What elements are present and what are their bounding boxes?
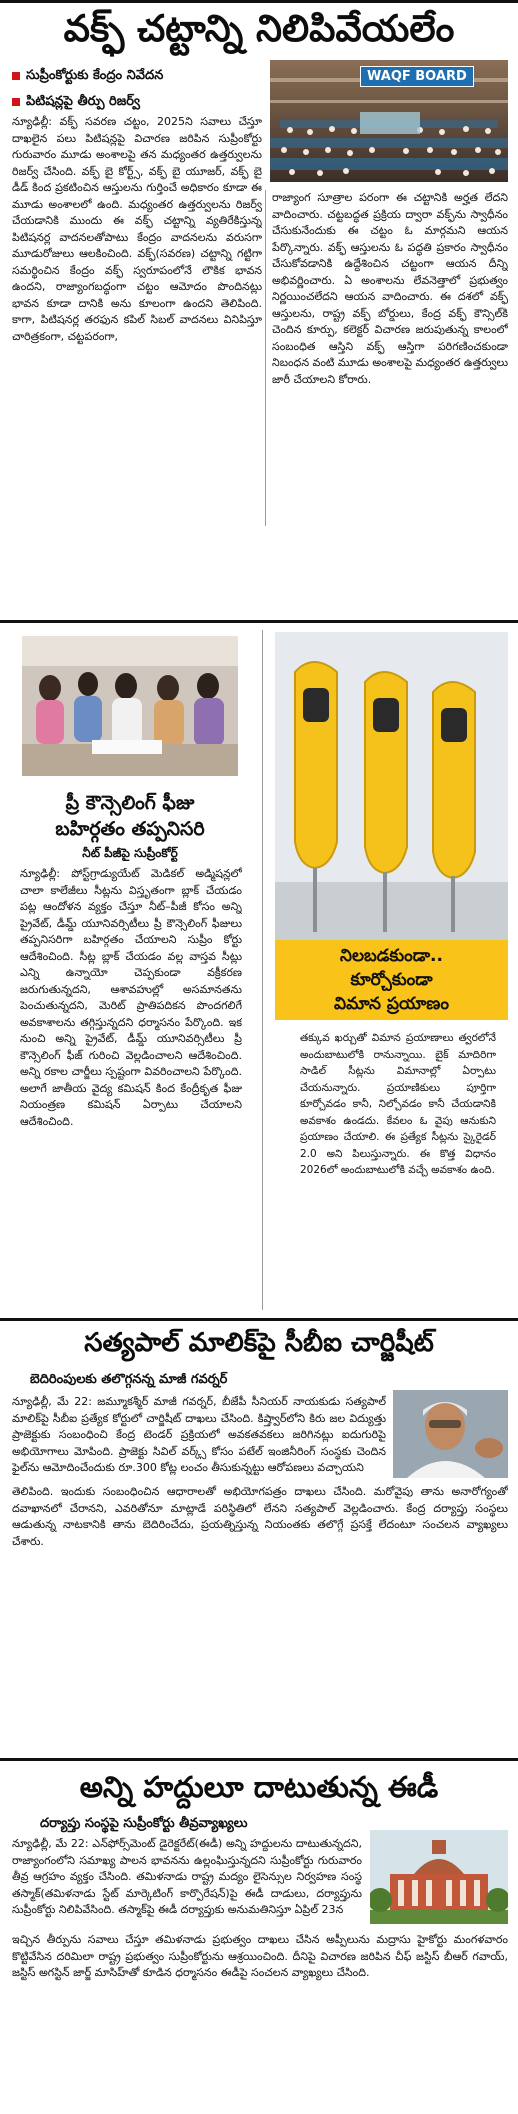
malik-body-continued-text: తెలిపింది. ఇందుకు సంబంధించిన ఆధారాలతో అభియోగపత్రం దాఖలు చేసింది. మరోవైపు తాను అనారోగ్యంతో దవాఖానలో చేరానని, ఎవరితోనూ మాట్లాడే పరిస్థితిలో లేనని సత్యపాల్ వెల్లడించారు. కేంద్ర దర్యాప్తు సంస్థలు ఆడుతున్న నాటకానికి తాను బెదిరించేదు, ప్రయత్నిస్తున్న నియంతకు తలొగ్గే ప్రసక్తే లేదంటూ సంచలన వ్యాఖ్యలు చేశారు. bbox=[12, 1485, 508, 1548]
waqf-body-col1: న్యూఢిల్లీ: వక్ఫ్ సవరణ చట్టం, 2025ని సవాలు చేస్తూ దాఖలైన పలు పిటిషన్లపై విచారణ జరిపిన సుప్రీంకోర్టు గురువారం మూడు అంశాలపై తన మధ్యంతర ఉత్తర్వులను రిజర్వ్ చేసింది. వక్ఫ్ బై కోర్ట్స్, వక్ఫ్ బై యూజర్, వక్ఫ్ బై డీడ్ కింద ప్రకటించిన ఆస్తులను గుర్తించే అధికారం కూడా ఈ మూడు అంశాలలో ఉంది. మధ్యంతర ఉత్తర్వులను రిజర్వ్ చేయడానికి ముందు ఈ వక్ఫ్ చట్టాన్ని వ్యతిరేకిస్తున్న పిటిషనర్ల వాదనలతోపాటు కేంద్రం వాదనలను వరుసగా మూడురోజులు ఆలకించింది. వక్ఫ్(సవరణ) చట్టాన్ని గట్టిగా సమర్థించిన కేంద్రం వక్ఫ్ స్వరూపంలోనే లౌకిక భావన ఉందని, రాజ్యాంగబద్ధంగా చట్టం ఆమోదం పొందినట్లు భావన కూడా దానికి అను కూలంగా ఉందని తెలిపింది. కాగా, పిటిషనర్ల తరఫున కపిల్ సిబల్ వాదనలు వినిపిస్తూ చారిత్రకంగా, చట్టపరంగా, bbox=[12, 115, 262, 343]
flight-headline-line3: విమాన ప్రయాణం bbox=[334, 994, 449, 1014]
waqf-board-sign: WAQF BOARD bbox=[360, 66, 474, 87]
ed-body bbox=[12, 1836, 362, 1932]
ed-headline: అన్ని హద్దులూ దాటుతున్న ఈడీ bbox=[79, 1770, 439, 1804]
bullet-square-icon bbox=[12, 98, 20, 106]
waqf-body-col2: రాజ్యాంగ సూత్రాల పరంగా ఈ చట్టానికి అర్హత లేదని వాదించారు. చట్టబద్ధత ప్రక్రియ ద్వారా వక్ఫ్‌ను స్వాధీనం చేసుకునేందుకు ఈ చట్టం ఓ మార్గమని ఆయన పేర్కొన్నారు. వక్ఫ్ ఆస్తులను ఓ పద్ధతి ప్రకారం స్వాధీనం చేసుకోవడానికి ఉద్దేశించిన చట్టంగా ఆయన దీన్ని అభివర్ణించారు. ఏ అంశాలను లేవనెత్తాలో ప్రభుత్వం నిర్ణయించలేదని ఆయన వాదించారు. ఈ దశలో వక్ఫ్ ఆస్తులను, రాష్ట్ర వక్ఫ్ బోర్డులు, కేంద్ర వక్ఫ్ కౌన్సిల్‌కి చెందిన కూర్పు, కలెక్టర్ విచారణ జరుపుతున్న కాలంలో సంబంధిత ఆస్తిని వక్ఫ్ ఆస్తిగా పరిగణించకుండా నిబంధన వంటి మూడు అంశాలపై మధ్యంతర ఉత్తర్వులు జారీ చేయాలని కోరారు. bbox=[272, 191, 508, 386]
ed-body-continued bbox=[12, 1932, 508, 2104]
saddle-seats-photo bbox=[275, 632, 508, 940]
waqf-board-photo bbox=[270, 60, 508, 182]
section-rule bbox=[0, 1318, 518, 1321]
malik-subhead: బెదిరింపులకు తలొగ్గనన్న మాజీ గవర్నర్ bbox=[30, 1372, 228, 1387]
satyapal-malik-photo bbox=[393, 1390, 508, 1478]
flight-headline-line2: కూర్చోకుండా bbox=[350, 970, 433, 990]
waqf-bullet-2: పిటిషన్లపై తీర్పు రిజర్వ్ bbox=[12, 94, 140, 112]
students-counseling-photo bbox=[22, 636, 238, 776]
ed-body-continued-text: ఇచ్చిన తీర్పును సవాలు చేస్తూ తమిళనాడు ప్రభుత్వం దాఖలు చేసిన అప్పీలును మద్రాసు హైకోర్టు మంగళవారం కొట్టివేసిన దరిమిలా రాష్ట్ర ప్రభుత్వం సుప్రీంకోర్టును ఆశ్రయించింది. దీనిపై విచారణ జరిపిన చీఫ్ జస్టిస్ బీఆర్ గవాయ్, జస్టిస్ అగస్టిన్ జార్జ్ మాసిహ్‌తో కూడిన ధర్మాసనం ఈడీపై సంచలన వ్యాఖ్యలు చేసింది. bbox=[12, 1933, 508, 1979]
neet-body: న్యూఢిల్లీ: పోస్ట్‌గ్రాడ్యుయేట్ మెడికల్ అడ్మిషన్లలో చాలా కాలేజీలు సీట్లను విస్తృతంగా బ్లాక్ చేయడం పట్ల ఆందోళన వ్యక్తం చేస్తూ నీట్–పీజీ కోసం అన్ని ప్రైవేట్, డీమ్డ్ యూనివర్సిటీలు ప్రీ కౌన్సెలింగ్ ఫీజులు తప్పనిసరిగా బహిర్గతం చేయాలని సుప్రీం కోర్టు ఆదేశించింది. సీట్ల బ్లాక్ చేయడం వల్ల వాస్తవ సీట్లు ఎన్ని ఉన్నాయో చెప్పకుండా వక్రీకరణ జరుగుతున్నదని, ఆశావహుల్లో అసమానతను పెంచుతున్నదని, మెరిట్ ప్రాతిపదికన పొందగలిగే అవకాశాలను తగ్గిస్తున్నదని ధర్మాసనం పేర్కొంది. ఇక నుంచి అన్ని ప్రైవేట్, డీమ్డ్ యూనివర్సిటీలు ప్రీ కౌన్సెలింగ్ ఫీజ్ గురించి వెల్లడించాలని ఆదేశించింది. అన్ని రకాల చార్జీలు స్పష్టంగా వివరించాలని పేర్కొంది. అలాగే జాతీయ వైద్య కమిషన్ కింద కేంద్రీకృత ఫీజు నియంత్రణ కమిషన్ ఏర్పాటు చేయాలని ఆదేశించింది. bbox=[20, 867, 242, 1128]
neet-headline-line1: ప్రీ కౌన్సెలింగ్ ఫీజు bbox=[65, 792, 195, 814]
neet-headline-line2: బహిర్గతం తప్పనిసరి bbox=[55, 818, 205, 840]
section-rule bbox=[0, 620, 518, 623]
top-rule bbox=[0, 0, 518, 3]
ed-body-text: న్యూఢిల్లీ, మే 22: ఎన్‌ఫోర్స్‌మెంట్ డైరెక్టరేట్(ఈడీ) అన్ని హద్దులను దాటుతున్నదని, రాజ్యాంగంలోని సమాఖ్య పాలన భావనను ఉల్లంఘిస్తున్నదని సుప్రీంకోర్టు గురువారం తీవ్ర ఆగ్రహం వ్యక్తం చేసింది. తమిళనాడు రాష్ట్ర మద్యం లైసెన్సుల నిర్వహణ సంస్థ తస్మాక్(తమిళనాడు స్టేట్ మార్కెటింగ్ కార్పొరేషన్)పై ఈడీ దాడులు, దర్యాప్తును సుప్రీంకోర్టు నిలిపివేసింది. తస్మాక్‌పై ఈడీ దర్యాప్తుకు అనుమతినిస్తూ ఏప్రిల్ 23న bbox=[12, 1837, 362, 1916]
malik-body bbox=[12, 1394, 386, 1484]
supreme-court-photo bbox=[370, 1830, 508, 1924]
ed-subhead: దర్యాప్తు సంస్థపై సుప్రీంకోర్టు తీవ్రవ్యాఖ్యలు bbox=[40, 1816, 248, 1831]
column-divider bbox=[262, 630, 263, 1310]
waqf-bullet-1: సుప్రీంకోర్టుకు కేంద్రం నివేదన bbox=[12, 68, 163, 86]
column-divider bbox=[265, 190, 266, 526]
neet-subhead: నీట్ పీజీపై సుప్రీంకోర్ట్ bbox=[82, 846, 178, 860]
malik-body-continued bbox=[12, 1484, 508, 1624]
malik-headline: సత్యపాల్ మాలిక్‌పై సీబీఐ చార్జిషీట్ bbox=[84, 1328, 434, 1358]
bullet-square-icon bbox=[12, 72, 20, 80]
flight-headline-line1: నిలబడకుండా.. bbox=[340, 946, 443, 966]
section-rule bbox=[0, 1758, 518, 1761]
waqf-headline: వక్ఫ్ చట్టాన్ని నిలిపివేయలేం bbox=[63, 7, 455, 50]
flight-body: తక్కువ ఖర్చుతో విమాన ప్రయాణాలు త్వరలోనే అందుబాటులోకి రానున్నాయి. బైక్ మాదిరిగా సాడిల్ సీట్లను విమానాల్లో ఏర్పాటు చేయనున్నారు. ప్రయాణికులు పూర్తిగా కూర్చోవడం కానీ, నిల్చోవడం కానీ చేయడానికి అవకాశం ఉండదు. కేవలం ఓ వైపు ఆనుకుని ప్రయాణం చేయాలి. ఈ ప్రత్యేక సీట్లను స్కైరైడర్ 2.0 అని పిలుస్తున్నారు. ఈ కొత్త విధానం 2026లో అందుబాటులోకి వచ్చే అవకాశం ఉంది. bbox=[300, 1032, 496, 1176]
malik-body-text: న్యూఢిల్లీ, మే 22: జమ్మూకశ్మీర్ మాజీ గవర్నర్, బీజేపీ సీనియర్ నాయకుడు సత్యపాల్ మాలిక్‌పై సీబీఐ ప్రత్యేక కోర్టులో చార్జిషీట్ దాఖలు చేసింది. కిష్త్వార్‌లోని కిరు జల విద్యుత్తు ప్రాజెక్టుకు సంబంధించి కేంద్ర టెండర్ ప్రక్రియలో అవకతవకలు జరిగినట్లు ఐదుగురిపై అభియోగాలు మోపింది. ప్రాజెక్టు సివిల్ వర్క్స్ కోసం పటేల్ ఇంజినీరింగ్ సంస్థకు చెందిన ఫైల్‌ను ఆమోదించేందుకు రూ.300 కోట్ల లంచం తీసుకున్నట్టు ఆరోపణలు వచ్చాయని bbox=[12, 1395, 386, 1474]
flight-headline-box bbox=[275, 940, 508, 1020]
